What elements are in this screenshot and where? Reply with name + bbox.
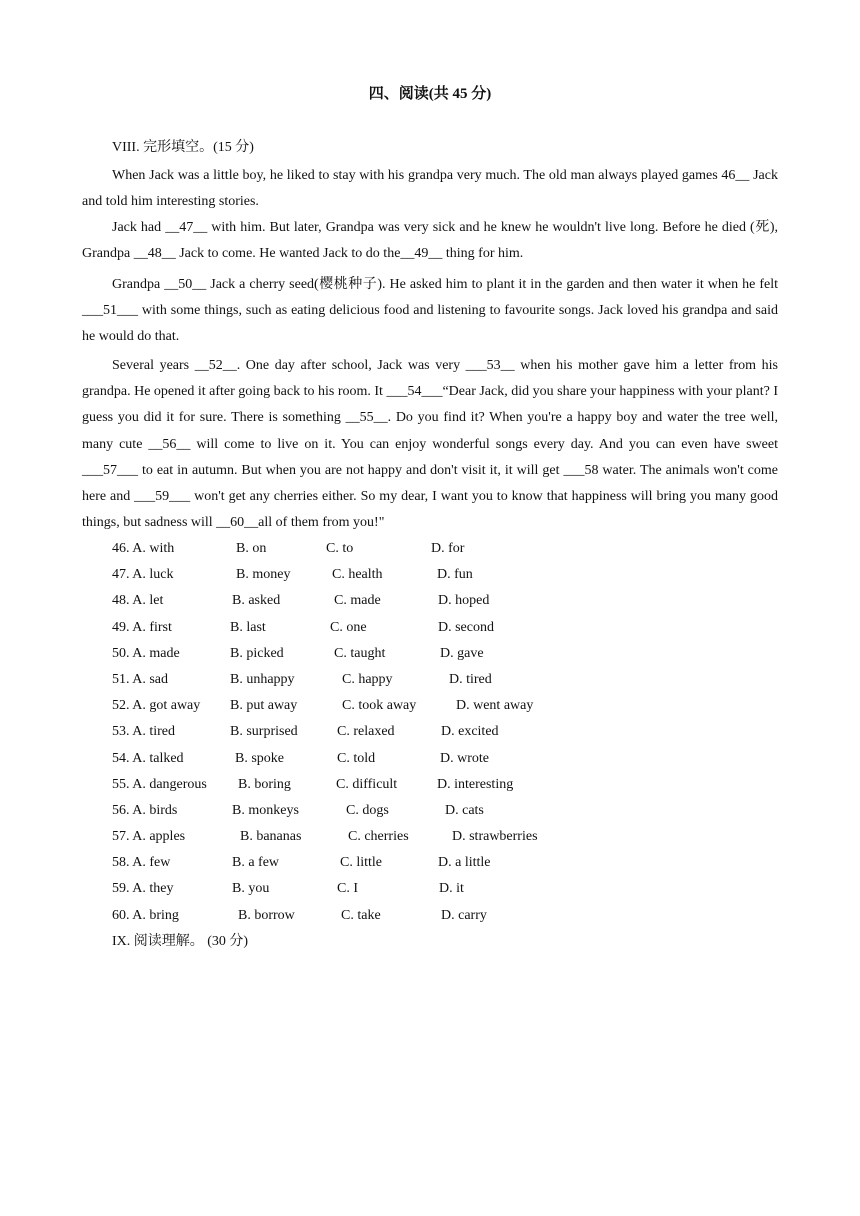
option-b: B. money [236, 567, 291, 583]
section-title: 四、阅读(共 45 分) [368, 86, 492, 102]
option-a: 54. A. talked [112, 750, 184, 766]
option-c: C. took away [342, 698, 417, 714]
option-a: 52. A. got away [112, 698, 201, 714]
option-a: 51. A. sad [112, 671, 168, 687]
option-b: B. picked [230, 645, 284, 661]
option-b: B. unhappy [230, 671, 295, 687]
option-b: B. borrow [238, 907, 295, 923]
option-b: B. bananas [240, 829, 302, 845]
option-c: C. relaxed [337, 724, 395, 740]
option-a: 50. A. made [112, 645, 180, 661]
cloze-paragraph-2: Jack had __47__ with him. But later, Grandpa was very sick and he knew he wouldn't live long. Before he died (死), Grandpa __48__ Jack to come. He wanted Jack to do the__49__ thing for him. [82, 220, 778, 262]
cloze-paragraph-3: Grandpa __50__ Jack a cherry seed(樱桃种子). He asked him to plant it in the garden and then water it when he felt ___51___ with some things, such as eating delicious food and listening to favourite songs. Jack loved his grandpa and said he would do that. [82, 277, 778, 345]
option-a: 57. A. apples [112, 829, 186, 845]
option-b: B. last [230, 619, 266, 635]
option-c: C. cherries [348, 829, 409, 845]
option-b: B. on [236, 541, 267, 556]
option-b: B. put away [230, 698, 298, 714]
option-d: D. second [438, 619, 494, 635]
option-a: 47. A. luck [112, 567, 174, 583]
option-d: D. went away [456, 698, 534, 714]
option-b: B. monkeys [232, 802, 299, 818]
option-b: B. you [232, 881, 270, 897]
cloze-paragraph-4: Several years __52__. One day after school, Jack was very ___53__ when his mother gave him a letter from his grandpa. He opened it after going back to his room. It ___54___“Dear Jack, did you share your happiness with your plant? I guess you did it for sure. There is something __55__. Do you find it? When you're a happy boy and water the tree well, many cute __56__ will come to live on it. You can enjoy wonderful songs every day. And you can even have sweet ___57___ to eat in autumn. But when you are not happy and don't visit it, it will get ___58 water. The animals won't come here and ___59___ won't get any cherries either. So my dear, I want you to know that happiness will bring you many good things, but sadness will __60__all of them from you!" [82, 358, 778, 531]
option-a: 56. A. birds [112, 802, 178, 818]
option-d: D. carry [441, 907, 487, 923]
option-c: C. take [341, 907, 381, 923]
option-a: 53. A. tired [112, 724, 175, 740]
option-d: D. interesting [437, 776, 514, 792]
option-c: C. dogs [346, 802, 389, 818]
option-c: C. happy [342, 671, 393, 687]
option-c: C. difficult [336, 776, 398, 792]
option-d: D. hoped [438, 593, 490, 609]
option-c: C. little [340, 855, 382, 871]
option-c: C. made [334, 593, 381, 609]
option-b: B. asked [232, 593, 281, 609]
option-b: B. surprised [230, 724, 298, 740]
option-d: D. strawberries [452, 829, 538, 845]
option-c: C. health [332, 567, 383, 583]
option-a: 60. A. bring [112, 907, 179, 923]
option-a: 58. A. few [112, 855, 171, 871]
option-d: D. gave [440, 645, 484, 661]
option-d: D. excited [441, 724, 499, 740]
option-d: D. a little [438, 855, 491, 871]
option-c: C. I [337, 881, 358, 897]
option-a: 48. A. let [112, 593, 164, 609]
option-c: C. told [337, 750, 376, 766]
option-d: D. for [431, 541, 465, 556]
option-a: 49. A. first [112, 619, 172, 635]
option-d: D. tired [449, 671, 492, 687]
option-c: C. taught [334, 645, 386, 661]
option-a: 55. A. dangerous [112, 776, 207, 792]
option-c: C. to [326, 541, 354, 556]
cloze-heading: VIII. 完形填空。(15 分) [112, 140, 254, 155]
option-a: 59. A. they [112, 881, 174, 897]
option-b: B. spoke [235, 750, 284, 766]
option-a: 46. A. with [112, 541, 175, 556]
reading-heading: IX. 阅读理解。 (30 分) [112, 934, 249, 949]
option-c: C. one [330, 619, 367, 635]
option-b: B. boring [238, 776, 291, 792]
option-d: D. cats [445, 802, 484, 818]
option-d: D. fun [437, 567, 473, 583]
option-d: D. it [439, 881, 464, 897]
cloze-paragraph-1: When Jack was a little boy, he liked to stay with his grandpa very much. The old man always played games 46__ Jack and told him interesting stories. [82, 168, 778, 210]
option-d: D. wrote [440, 750, 489, 766]
option-b: B. a few [232, 855, 280, 871]
